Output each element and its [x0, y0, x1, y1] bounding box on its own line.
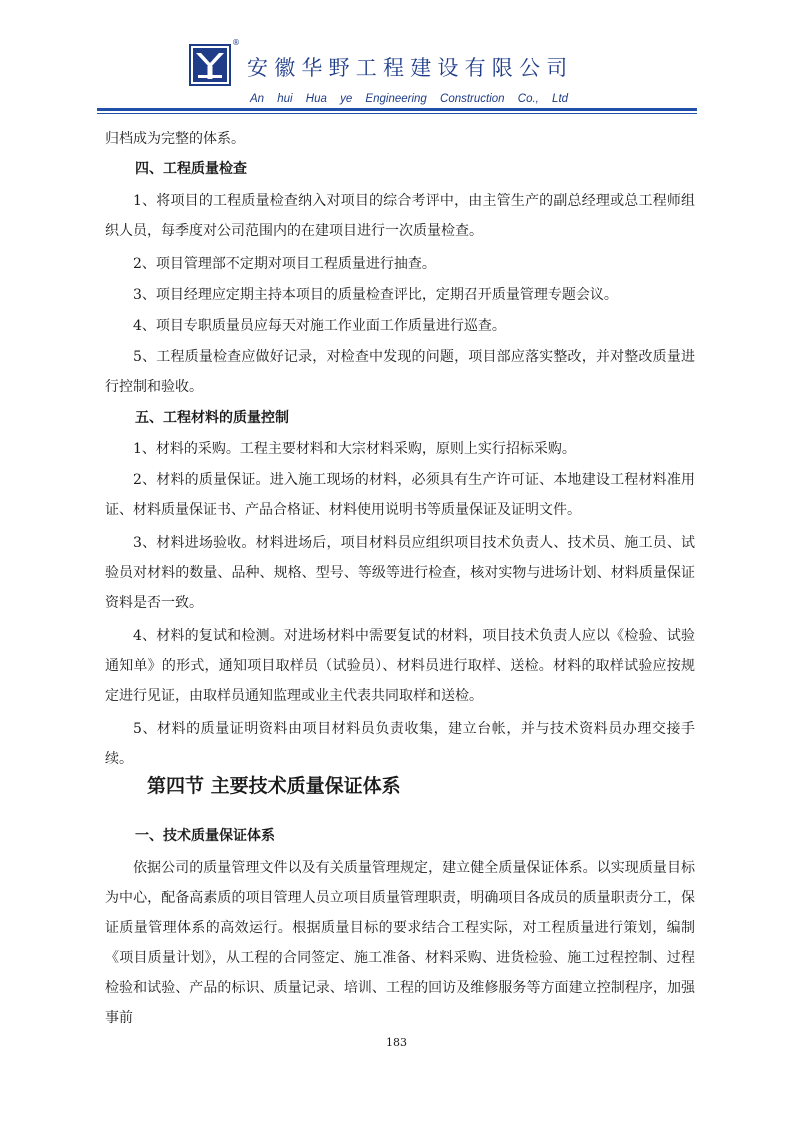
heading-technical-quality-system: 一、技术质量保证体系	[135, 828, 275, 844]
paragraph-inspection-5: 5、工程质量检查应做好记录，对检查中发现的问题，项目部应落实整改，并对整改质量进行控制和验收。	[105, 349, 695, 395]
company-name-en: An hui Hua ye Engineering Construction Co., Ltd	[250, 93, 569, 105]
paragraph-inspection-1: 1、将项目的工程质量检查纳入对项目的综合考评中，由主管生产的副总经理或总工程师组织人员，每季度对公司范围内的在建项目进行一次质量检查。	[105, 193, 695, 239]
header-rule-thin	[97, 113, 697, 114]
page-number: 183	[386, 1036, 407, 1049]
paragraph-technical-system: 依据公司的质量管理文件以及有关质量管理规定，建立健全质量保证体系。以实现质量目标为中心，配备高素质的项目管理人员立项目质量管理职责，明确项目各成员的质量职责分工，保证质量管理体系的高效运行。根据质量目标的要求结合工程实际，对工程质量进行策划，编制《项目质量计划》，从工程的合同签定、施工准备、材料采购、进货检验、施工过程控制、过程检验和试验、产品的标识、质量记录、培训、工程的回访及维修服务等方面建立控制程序，加强事前	[105, 860, 695, 1026]
company-name-cn: 安徽华野工程建设有限公司	[247, 56, 574, 80]
heading-quality-inspection: 四、工程质量检查	[135, 161, 247, 177]
page-header	[0, 0, 793, 125]
heading-material-control: 五、工程材料的质量控制	[135, 410, 289, 426]
company-logo-icon	[189, 44, 231, 86]
paragraph-material-5: 5、材料的质量证明资料由项目材料员负责收集，建立台帐，并与技术资料员办理交接手续。	[105, 721, 695, 767]
section-title: 第四节 主要技术质量保证体系	[147, 775, 401, 797]
paragraph-material-1: 1、材料的采购。工程主要材料和大宗材料采购，原则上实行招标采购。	[133, 441, 576, 457]
paragraph-material-4: 4、材料的复试和检测。对进场材料中需要复试的材料，项目技术负责人应以《检验、试验通知单》的形式，通知项目取样员（试验员）、材料员进行取样、送检。材料的取样试验应按规定进行见证，由取样员通知监理或业主代表共同取样和送检。	[105, 628, 695, 704]
paragraph-inspection-4: 4、项目专职质量员应每天对施工作业面工作质量进行巡查。	[133, 318, 506, 334]
paragraph-material-2: 2、材料的质量保证。进入施工现场的材料，必须具有生产许可证、本地建设工程材料准用证、材料质量保证书、产品合格证、材料使用说明书等质量保证及证明文件。	[105, 472, 695, 518]
paragraph-material-3: 3、材料进场验收。材料进场后，项目材料员应组织项目技术负责人、技术员、施工员、试验员对材料的数量、品种、规格、型号、等级等进行检查，核对实物与进场计划、材料质量保证资料是否一致。	[105, 535, 695, 611]
paragraph-inspection-3: 3、项目经理应定期主持本项目的质量检查评比，定期召开质量管理专题会议。	[133, 287, 618, 303]
header-rule-thick	[97, 108, 697, 111]
paragraph-continuation: 归档成为完整的体系。	[105, 131, 245, 147]
registered-mark: ®	[232, 38, 240, 47]
paragraph-inspection-2: 2、项目管理部不定期对项目工程质量进行抽查。	[133, 256, 436, 272]
